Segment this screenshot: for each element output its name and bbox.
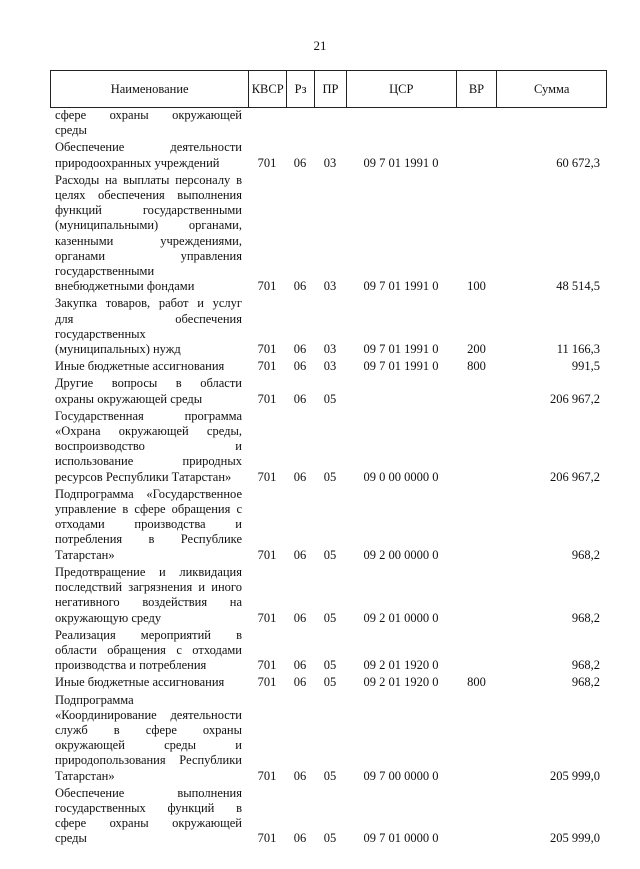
- row-sum: 991,5: [571, 359, 600, 374]
- row-rz: 06: [293, 469, 307, 484]
- row-name: [50, 675, 248, 690]
- row-csr: 09 7 01 0000 0: [363, 831, 439, 846]
- row-name-line: государственными: [55, 264, 155, 279]
- row-name-line: «Охрана окружающей среды,: [55, 424, 242, 439]
- row-rz: 06: [293, 658, 307, 673]
- row-name: [50, 628, 248, 674]
- row-kvsr: 701: [257, 359, 277, 374]
- row-pr: 03: [323, 279, 337, 294]
- row-csr: 09 7 01 1991 0: [363, 155, 439, 170]
- row-pr: 05: [323, 547, 337, 562]
- table-row: [50, 628, 607, 674]
- row-name-line: последствий загрязнения и иного: [55, 580, 242, 595]
- table-row: [50, 376, 607, 406]
- row-vr: 800: [467, 675, 486, 690]
- row-pr: 05: [323, 469, 337, 484]
- row-kvsr: 701: [257, 675, 277, 690]
- row-pr: 03: [323, 342, 337, 357]
- row-kvsr: 701: [257, 469, 277, 484]
- row-rz: 06: [293, 359, 307, 374]
- row-name-line: Предотвращение и ликвидация: [55, 564, 242, 579]
- row-name-line: Государственная программа: [55, 408, 242, 423]
- header-rz: Рз: [286, 71, 314, 107]
- table-row: [50, 108, 607, 138]
- row-pr: 05: [323, 675, 337, 690]
- row-sum: 48 514,5: [556, 279, 600, 294]
- row-name: [50, 173, 248, 295]
- row-kvsr: 701: [257, 831, 277, 846]
- table-row: [50, 693, 607, 784]
- row-sum: 206 967,2: [550, 391, 600, 406]
- row-name-line: органами управления: [55, 248, 242, 263]
- row-rz: 06: [293, 155, 307, 170]
- header-pr: ПР: [314, 71, 346, 107]
- row-name-line: воспроизводство и: [55, 439, 242, 454]
- row-sum: 968,2: [571, 610, 600, 625]
- row-vr: 100: [467, 279, 486, 294]
- row-csr: 09 7 01 1991 0: [363, 359, 439, 374]
- row-csr: 09 2 01 1920 0: [363, 675, 439, 690]
- row-rz: 06: [293, 768, 307, 783]
- row-name-line: среды: [55, 123, 87, 138]
- table-row: [50, 675, 607, 690]
- row-name-line: Другие вопросы в области: [55, 376, 242, 391]
- row-name-line: служб в сфере охраны: [55, 722, 242, 737]
- row-name-line: сфере охраны окружающей: [55, 816, 242, 831]
- row-rz: 06: [293, 675, 307, 690]
- row-rz: 06: [293, 279, 307, 294]
- row-name-line: охраны окружающей среды: [55, 391, 203, 406]
- row-sum: 968,2: [571, 658, 600, 673]
- row-name-line: (муниципальными) органами,: [55, 218, 242, 233]
- header-vr: ВР: [456, 71, 497, 107]
- row-pr: 05: [323, 768, 337, 783]
- row-rz: 06: [293, 547, 307, 562]
- row-name-line: управление в сфере обращения с: [55, 502, 242, 517]
- table-row: [50, 140, 607, 170]
- row-name-line: окружающую среду: [55, 610, 162, 625]
- row-name: [50, 359, 248, 374]
- row-sum: 206 967,2: [550, 469, 600, 484]
- row-kvsr: 701: [257, 279, 277, 294]
- row-kvsr: 701: [257, 342, 277, 357]
- row-pr: 05: [323, 658, 337, 673]
- row-name-line: государственных: [55, 326, 146, 341]
- row-name-line: Закупка товаров, работ и услуг: [55, 296, 242, 311]
- row-name-line: отходами производства и: [55, 517, 242, 532]
- row-name-line: для обеспечения: [55, 311, 242, 326]
- table-row: [50, 296, 607, 357]
- row-name-line: Иные бюджетные ассигнования: [55, 675, 225, 690]
- row-name-line: Иные бюджетные ассигнования: [55, 359, 225, 374]
- row-name-line: Обеспечение деятельности: [55, 140, 242, 155]
- row-name: [50, 140, 248, 170]
- row-kvsr: 701: [257, 610, 277, 625]
- row-sum: 968,2: [571, 547, 600, 562]
- row-name-line: Реализация мероприятий в: [55, 627, 242, 642]
- row-name-line: использование природных: [55, 454, 242, 469]
- table-body: [50, 108, 607, 849]
- row-name-line: внебюджетными фондами: [55, 279, 195, 294]
- row-rz: 06: [293, 610, 307, 625]
- row-csr: 09 7 01 1991 0: [363, 279, 439, 294]
- row-name-line: целях обеспечения выполнения: [55, 188, 242, 203]
- row-name-line: ресурсов Республики Татарстан»: [55, 469, 232, 484]
- row-vr: 800: [467, 359, 486, 374]
- row-name-line: сфере охраны окружающей: [55, 108, 242, 122]
- row-name-line: Подпрограмма: [55, 692, 134, 707]
- row-pr: 05: [323, 610, 337, 625]
- row-name: [50, 786, 248, 847]
- row-pr: 03: [323, 359, 337, 374]
- header-sum: Сумма: [496, 71, 606, 107]
- row-sum: 60 672,3: [556, 155, 600, 170]
- row-name-line: Расходы на выплаты персоналу в: [55, 172, 242, 187]
- row-name-line: казенными учреждениями,: [55, 233, 242, 248]
- row-csr: 09 2 01 0000 0: [363, 610, 439, 625]
- header-name: Наименование: [110, 81, 189, 96]
- table-row: [50, 786, 607, 847]
- row-name-line: потребления в Республике: [55, 532, 242, 547]
- row-vr: 200: [467, 342, 486, 357]
- row-csr: 09 2 01 1920 0: [363, 658, 439, 673]
- row-name-line: окружающей среды и: [55, 738, 242, 753]
- row-name-line: природоохранных учреждений: [55, 155, 220, 170]
- row-name-line: (муниципальных) нужд: [55, 342, 181, 357]
- header-kvsr: КВСР: [248, 71, 286, 107]
- row-name-line: негативного воздействия на: [55, 595, 242, 610]
- row-name: [50, 409, 248, 485]
- row-name: [50, 487, 248, 563]
- table-row: [50, 359, 607, 374]
- row-name-line: государственных функций в: [55, 800, 242, 815]
- row-kvsr: 701: [257, 155, 277, 170]
- row-pr: 05: [323, 391, 337, 406]
- table-row: [50, 565, 607, 626]
- row-kvsr: 701: [257, 391, 277, 406]
- row-pr: 05: [323, 831, 337, 846]
- row-name-line: функций государственными: [55, 203, 242, 218]
- row-name-line: производства и потребления: [55, 658, 207, 673]
- row-sum: 205 999,0: [550, 831, 600, 846]
- row-sum: 11 166,3: [556, 342, 600, 357]
- table-row: [50, 487, 607, 563]
- row-name-line: природопользования Республики: [55, 753, 242, 768]
- row-sum: 968,2: [571, 675, 600, 690]
- row-kvsr: 701: [257, 547, 277, 562]
- row-name: [50, 376, 248, 406]
- row-name-line: «Координирование деятельности: [55, 707, 242, 722]
- row-name-line: области обращения с отходами: [55, 642, 242, 657]
- row-name: [50, 108, 248, 138]
- row-rz: 06: [293, 831, 307, 846]
- table-row: [50, 409, 607, 485]
- row-kvsr: 701: [257, 658, 277, 673]
- row-name-line: среды: [55, 831, 87, 846]
- header-csr: ЦСР: [346, 71, 456, 107]
- row-csr: 09 7 01 1991 0: [363, 342, 439, 357]
- table-header: [50, 70, 607, 108]
- row-kvsr: 701: [257, 768, 277, 783]
- row-name-line: Подпрограмма «Государственное: [55, 486, 242, 501]
- row-rz: 06: [293, 342, 307, 357]
- row-rz: 06: [293, 391, 307, 406]
- row-name-line: Татарстан»: [55, 547, 115, 562]
- row-name-line: Обеспечение выполнения: [55, 785, 242, 800]
- table-row: [50, 173, 607, 295]
- row-pr: 03: [323, 155, 337, 170]
- row-name: [50, 565, 248, 626]
- row-name: [50, 296, 248, 357]
- row-csr: 09 0 00 0000 0: [363, 469, 439, 484]
- page-number: 21: [313, 38, 327, 53]
- row-sum: 205 999,0: [550, 768, 600, 783]
- row-csr: 09 2 00 0000 0: [363, 547, 439, 562]
- row-name: [50, 693, 248, 784]
- row-csr: 09 7 00 0000 0: [363, 768, 439, 783]
- row-name-line: Татарстан»: [55, 768, 115, 783]
